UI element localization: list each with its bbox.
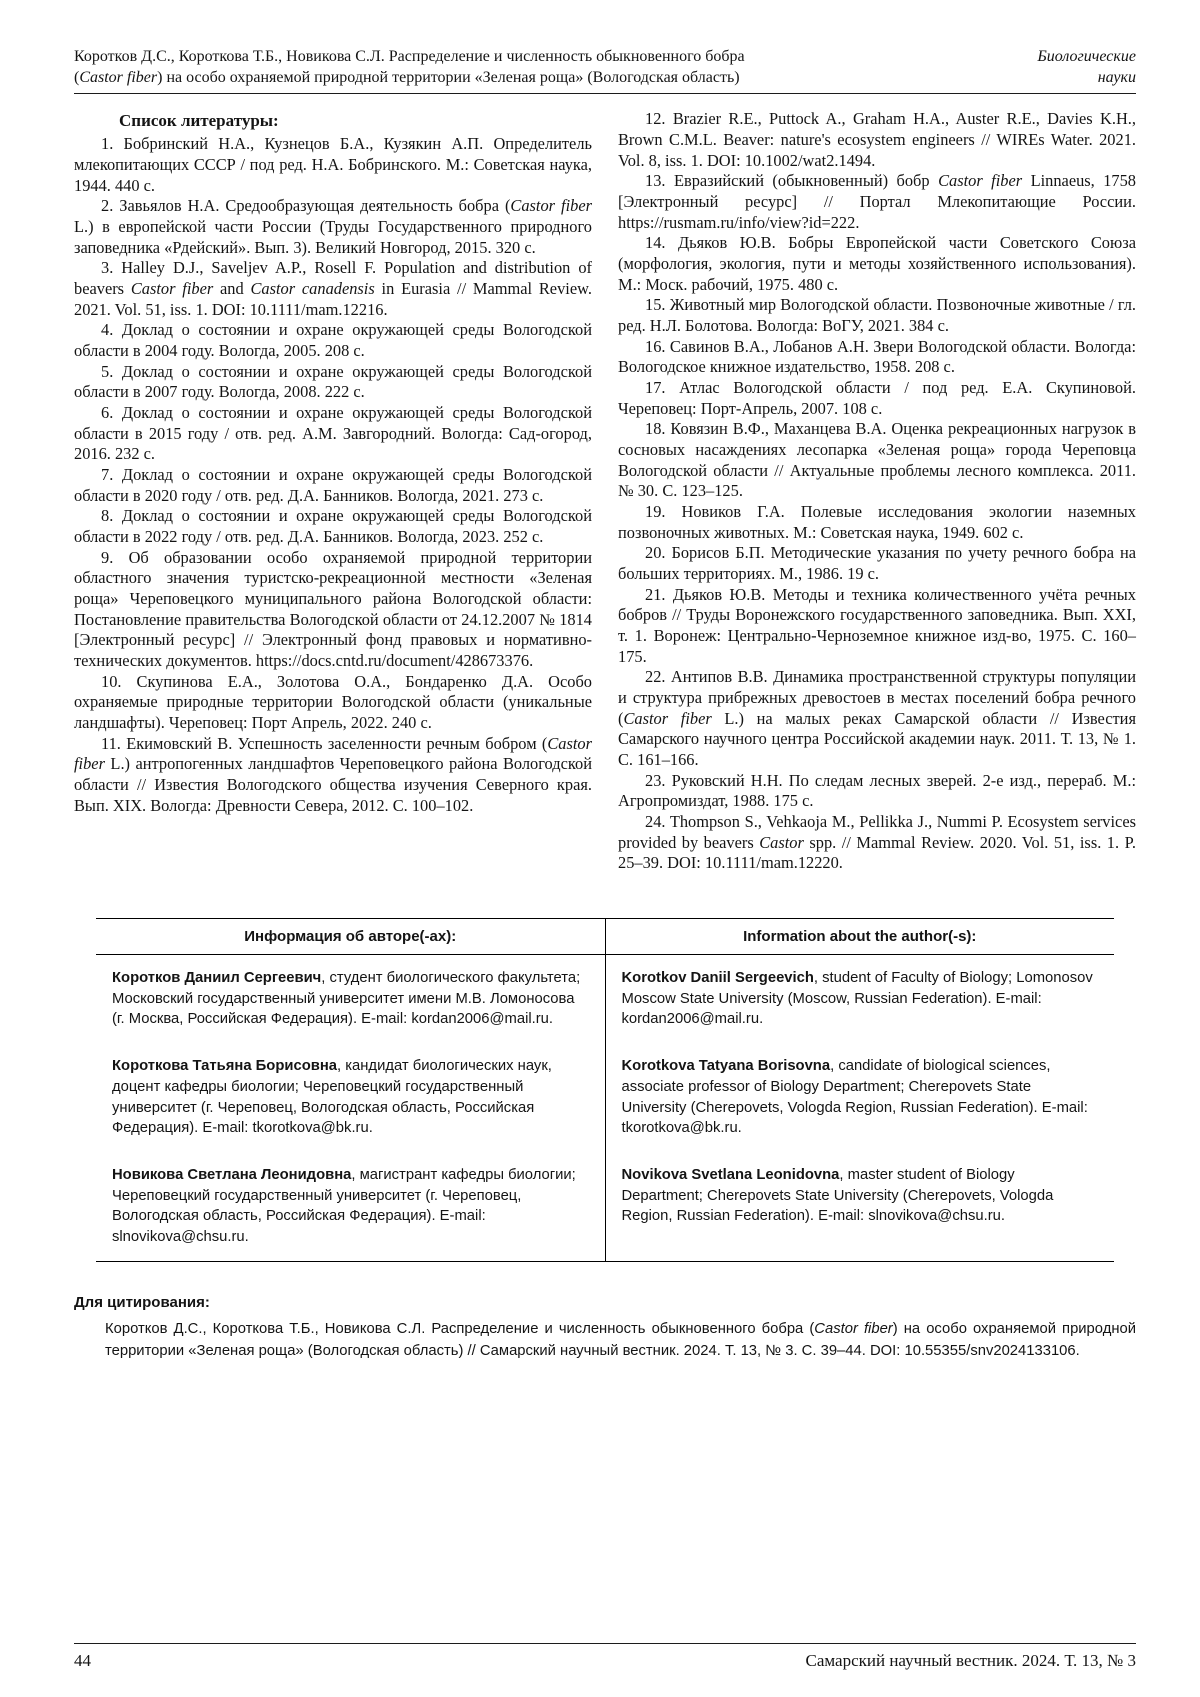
citation-section [74, 1294, 1136, 1362]
column-right [618, 109, 1136, 874]
author-2-info-en: Korotkova Tatyana Borisovna, candidate of biological sciences, associate professor of Biology Department; Cherepovets State University (Cherepovets, Vologda Region, Russian Federation). E-mail: tkorotkova@bk.ru. [621, 1058, 1088, 1137]
authors-table-header-ru: Информация об авторе(-ах): [96, 919, 605, 955]
author-1-info-en: Korotkov Daniil Sergeevich, student of Faculty of Biology; Lomonosov Moscow State University (Moscow, Russian Federation). E-mail: kordan2006@mail.ru. [621, 970, 1093, 1028]
footer-journal-title: Самарский научный вестник. 2024. Т. 13, № 3 [805, 1651, 1136, 1670]
reference-item-12: 12. Brazier R.E., Puttock A., Graham H.A., Auster R.E., Davies K.H., Brown C.M.L. Beaver: nature's ecosystem engineers // WIREs Water. 2021. Vol. 8, iss. 1. DOI: 10.1002/wat2.1494. [618, 109, 1136, 170]
references-title: Список литературы: [119, 111, 279, 131]
reference-item-23: 23. Руковский Н.Н. По следам лесных зверей. 2-е изд., перераб. М.: Агропромиздат, 1988. 175 с. [618, 770, 1136, 811]
authors-table-header-row [96, 919, 1114, 955]
table-row-author-2 [96, 1043, 1114, 1152]
reference-item-15: 15. Животный мир Вологодской области. Позвоночные животные / гл. ред. Н.Л. Болотова. Вологда: ВоГУ, 2021. 384 с. [618, 295, 1136, 335]
reference-item-24: 24. Thompson S., Vehkaoja M., Pellikka J., Nummi P. Ecosystem services provided by beavers Castor spp. // Mammal Review. 2020. Vol. 51, iss. 1. P. 25–39. DOI: 10.1111/mam.12220. [618, 812, 1137, 873]
author-1-info-ru: Коротков Даниил Сергеевич, студент биологического факультета; Московский государственный университет имени М.В. Ломоносова (г. Москва, Российская Федерация). E-mail: kordan2006@mail.ru. [96, 955, 605, 1044]
reference-item-20: 20. Борисов Б.П. Методические указания по учету речного бобра на больших территориях. М., 1986. 19 с. [618, 543, 1136, 583]
reference-item-8: 8. Доклад о состоянии и охране окружающей среды Вологодской области в 2022 году / отв. ред. Д.А. Банников. Вологда, 2023. 252 с. [74, 506, 592, 546]
reference-item-5: 5. Доклад о состоянии и охране окружающей среды Вологодской области в 2007 году. Вологда, 2008. 222 с. [74, 361, 592, 402]
reference-item-1: 1. Бобринский Н.А., Кузнецов Б.А., Кузякин А.П. Определитель млекопитающих СССР / под ред. Н.А. Бобринского. М.: Советская наука, 1944. 440 с. [74, 134, 592, 195]
reference-item-16: 16. Савинов В.А., Лобанов А.Н. Звери Вологодской области. Вологда: Вологодское книжное издательство, 1958. 208 с. [618, 336, 1136, 377]
page-footer [74, 1643, 1136, 1671]
reference-item-7: 7. Доклад о состоянии и охране окружающей среды Вологодской области в 2020 году / отв. ред. Д.А. Банников. Вологда, 2021. 273 с. [74, 464, 592, 505]
references-section [74, 109, 1136, 874]
author-3-info-en: Novikova Svetlana Leonidovna, master student of Biology Department; Cherepovets State University (Cherepovets, Vologda Region, Russian Federation). E-mail: slnovikova@chsu.ru. [621, 1167, 1054, 1225]
journal-section-line1: Биологические [1037, 48, 1136, 65]
reference-item-14: 14. Дьяков Ю.В. Бобры Европейской части Советского Союза (морфология, экология, пути и методы хозяйственного использования). М.: Моск. рабочий, 1975. 480 с. [618, 233, 1136, 294]
reference-item-13: 13. Евразийский (обыкновенный) бобр Castor fiber Linnaeus, 1758 [Электронный ресурс] // Портал Млекопитающие России. https://rusmam.ru/info/view?id=222. [618, 171, 1137, 232]
reference-item-19: 19. Новиков Г.А. Полевые исследования экологии наземных позвоночных животных. М.: Советская наука, 1949. 602 с. [618, 501, 1136, 542]
column-left [74, 109, 592, 874]
reference-item-21: 21. Дьяков Ю.В. Методы и техника количественного учёта речных бобров // Труды Воронежского государственного заповедника. Вып. XXI, т. 1. Воронеж: Центрально-Черноземное книжное изд-во, 1975. С. 160–175. [618, 584, 1136, 666]
reference-item-2: 2. Завьялов Н.А. Средообразующая деятельность бобра (Castor fiber L.) в европейской части России (Труды Государственного природного заповедника «Рдейский». Вып. 3). Великий Новгород, 2015. 320 с. [74, 196, 592, 257]
header-divider [74, 93, 1136, 94]
authors-table-header-en: Information about the author(-s): [605, 919, 1114, 955]
reference-item-4: 4. Доклад о состоянии и охране окружающей среды Вологодской области в 2004 году. Вологда, 2005. 208 с. [74, 320, 592, 360]
authors-table [96, 918, 1114, 1262]
author-3-info-ru: Новикова Светлана Леонидовна, магистрант кафедры биологии; Череповецкий государственный университет (г. Череповец, Вологодская область, Российская Федерация). E-mail: slnovikova@chsu.ru. [96, 1152, 605, 1261]
reference-item-3: 3. Halley D.J., Saveljev A.P., Rosell F. Population and distribution of beavers Castor fiber and Castor canadensis in Eurasia // Mammal Review. 2021. Vol. 51, iss. 1. DOI: 10.1111/mam.12216. [74, 258, 592, 319]
table-row-author-3 [96, 1152, 1114, 1261]
reference-item-22: 22. Антипов В.В. Динамика пространственной структуры популяции и структура прибрежных древостоев в местах поселений бобра речного (Castor fiber L.) на малых реках Самарской области // Известия Самарского научного центра Российской академии наук. 2011. Т. 13, № 1. С. 161–166. [618, 667, 1136, 770]
citation-text: Коротков Д.С., Короткова Т.Б., Новикова С.Л. Распределение и численность обыкновенного бобра (Castor fiber) на особо охраняемой природной территории «Зеленая роща» (Вологодская область) // Самарский научный вестник. 2024. Т. 13, № 3. С. 39–44. DOI: 10.55355/snv2024133106. [105, 1320, 1136, 1359]
reference-item-18: 18. Ковязин В.Ф., Маханцева В.А. Оценка рекреационных нагрузок в сосновых насаждениях лесопарка «Зеленая роща» города Череповца Вологодской области // Актуальные проблемы лесного комплекса. 2011. № 30. С. 123–125. [618, 419, 1136, 501]
page-header [74, 46, 1136, 94]
running-title-line2: (Castor fiber) на особо охраняемой природной территории «Зеленая роща» (Вологодская область) [74, 69, 740, 87]
reference-item-17: 17. Атлас Вологодской области / под ред. Е.А. Скупиновой. Череповец: Порт-Апрель, 2007. 108 с. [618, 377, 1136, 418]
reference-item-9: 9. Об образовании особо охраняемой природной территории областного значения туристско-рекреационной местности «Зеленая роща» Череповецкого муниципального района Вологодской области: Постановление правительства Вологодской области от 24.12.2007 № 1814 [Электронный ресурс] // Электронный фонд правовых и нормативно-технических документов. https://docs.cntd.ru/document/428673376. [74, 547, 592, 671]
running-title-line1: Коротков Д.С., Короткова Т.Б., Новикова С.Л. Распределение и численность обыкновенного бобра [74, 48, 745, 65]
author-2-info-ru: Короткова Татьяна Борисовна, кандидат биологических наук, доцент кафедры биологии; Череповецкий государственный университет (г. Череповец, Вологодская область, Российская Федерация). E-mail: tkorotkova@bk.ru. [96, 1043, 605, 1152]
reference-item-6: 6. Доклад о состоянии и охране окружающей среды Вологодской области в 2015 году / отв. ред. А.М. Завгородний. Вологда: Сад-огород, 2016. 232 с. [74, 402, 592, 464]
reference-item-10: 10. Скупинова Е.А., Золотова О.А., Бондаренко Д.А. Особо охраняемые природные территории Вологодской области (уникальные ландшафты). Череповец: Порт Апрель, 2022. 240 с. [74, 671, 592, 733]
journal-section-line2: науки [1097, 69, 1136, 87]
citation-label: Для цитирования: [74, 1293, 210, 1311]
page-number: 44 [74, 1651, 91, 1670]
reference-item-11: 11. Екимовский В. Успешность заселенности речным бобром (Castor fiber L.) антропогенных ландшафтов Череповецкого района Вологодской области // Известия Вологодского общества изучения Северного края. Вып. XIX. Вологда: Древности Севера, 2012. С. 100–102. [74, 733, 592, 815]
table-row-author-1 [96, 955, 1114, 1044]
